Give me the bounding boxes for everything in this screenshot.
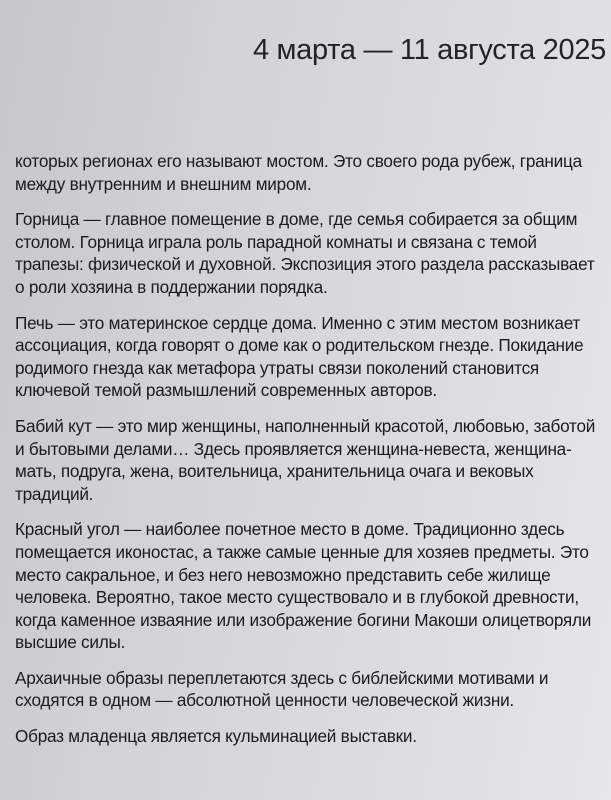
paragraph-archaic-images: Архаичные образы переплетаются здесь с библейскими мотивами и сходятся в одном — абсолютной ценности человеческой жизни. [15, 667, 549, 711]
exhibition-description [15, 150, 603, 761]
paragraph-pech: Печь — это материнское сердце дома. Именно с этим местом возникает ассоциация, когда говорят о доме как о родительском гнезде. Покидание родимого гнезда как метафора утраты связи поколений становится ключевой темой размышлений современных авторов. [15, 312, 584, 401]
paragraph-culmination: Образ младенца является кульминацией выставки. [15, 726, 417, 747]
exhibition-date-range: 4 марта — 11 августа 2025 [252, 34, 606, 66]
paragraph-threshold: которых регионах его называют мостом. Это своего рода рубеж, граница между внутренним и внешним миром. [15, 151, 582, 194]
paragraph-krasny-ugol: Красный угол — наиболее почетное место в доме. Традиционно здесь помещается иконостас, а также самые ценные для хозяев предметы. Это место сакральное, и без него невозможно представить себе жилище человека. Вероятно, такое место существовало и в глубокой древности, когда каменное изваяние или изображение богини Макоши олицетворяли высшие силы. [15, 519, 592, 653]
paragraph-babiy-kut: Бабий кут — это мир женщины, наполненный красотой, любовью, заботой и бытовыми делами… Здесь проявляется женщина-невеста, женщина-мать, подруга, жена, воительница, хранительница очага и вековых традиций. [15, 415, 596, 504]
paragraph-gornitsa: Горница — главное помещение в доме, где семья собирается за общим столом. Горница играла роль парадной комнаты и связана с темой трапезы: физической и духовной. Экспозиция этого раздела рассказывает о роли хозяина в поддержании порядка. [15, 209, 595, 297]
